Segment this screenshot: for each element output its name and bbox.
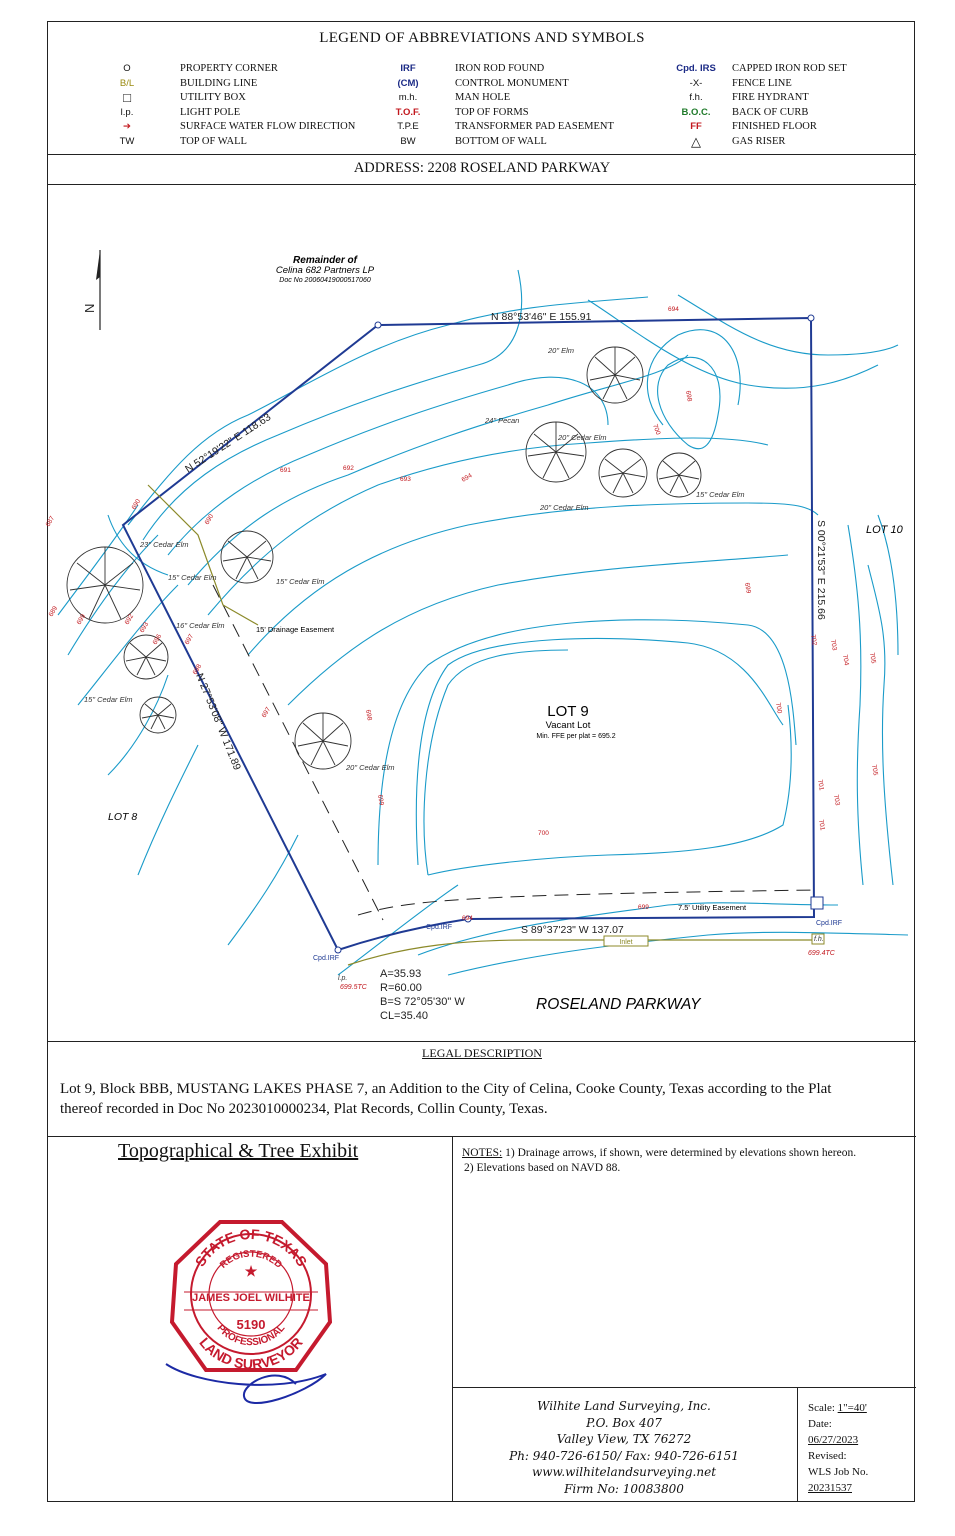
legend-col-2 — [388, 62, 648, 149]
remainder-owner: Celina 682 Partners LP — [275, 265, 375, 276]
tree-label: 20" Cedar Elm — [346, 763, 395, 772]
drawing-meta: Scale: 1"=40' Date: 06/27/2023 Revised: WLS Job No. 20231537 — [808, 1402, 869, 1494]
tree-label: 23" Cedar Elm — [140, 540, 189, 549]
svg-text:N: N — [82, 303, 97, 313]
curve-radius: R=60.00 — [380, 982, 422, 994]
legend-col-1 — [108, 62, 368, 149]
monument-label: Cpd.IRF — [816, 920, 843, 927]
elevation-label: 689 — [47, 605, 60, 618]
plat-drawing — [44, 185, 914, 1040]
lot-title: LOT 9 — [547, 703, 589, 720]
legend-item: IRF IRON ROD FOUND — [400, 63, 545, 74]
seal-bottom: LAND SURVEYOR — [196, 1334, 306, 1373]
elevation-label: 699 — [638, 904, 649, 911]
elevation-label: 698 — [684, 390, 693, 403]
monument-label: Cpd.IRF — [426, 924, 453, 931]
elevation-label: 697 — [260, 706, 273, 719]
legend-item: O PROPERTY CORNER — [123, 63, 278, 74]
tree-label: 20" Cedar Elm — [558, 433, 607, 442]
elevation-label: 693 — [138, 621, 151, 634]
legend-item: f.h. FIRE HYDRANT — [689, 92, 809, 103]
elevation-label: 694 — [462, 915, 473, 922]
tree-icon — [587, 347, 643, 403]
elevation-label: 703 — [832, 794, 841, 807]
light-pole-label: l.p. — [338, 975, 348, 982]
divider — [797, 1387, 798, 1501]
easement-lines — [213, 585, 818, 920]
tree-label: 16" Cedar Elm — [176, 621, 225, 630]
elevation-label: 698 — [364, 709, 373, 722]
tree-label: 15" Cedar Elm — [696, 490, 745, 499]
elevation-label: 699 — [376, 794, 385, 807]
divider — [48, 1136, 916, 1137]
legend-col-3 — [668, 62, 908, 149]
nw-bearing: N 52°19'22" E 118.63 — [183, 411, 274, 476]
legal-title: LEGAL DESCRIPTION — [422, 1046, 542, 1060]
divider — [452, 1387, 916, 1388]
tree-label: 15" Cedar Elm — [84, 695, 133, 704]
elevation-label: 705 — [870, 764, 879, 777]
legend-item: B.O.C. BACK OF CURB — [681, 106, 809, 118]
legend-item: △ GAS RISER — [668, 135, 908, 150]
legend-item: (CM) CONTROL MONUMENT — [397, 77, 569, 89]
legend-item: □ UTILITY BOX — [123, 90, 246, 105]
tree-label: 20" Elm — [548, 346, 575, 355]
elevation-label: 701 — [817, 819, 826, 832]
elevation-label: 704 — [841, 654, 850, 667]
lot-subtitle: Vacant Lot — [545, 720, 591, 731]
legend-title: LEGEND OF ABBREVIATIONS AND SYMBOLS — [319, 30, 645, 46]
monument-label: Cpd.IRF — [313, 955, 340, 962]
divider — [48, 154, 916, 155]
tree-icon — [599, 449, 647, 497]
seal-name: JAMES JOEL WILHITE — [192, 1292, 310, 1304]
west-bearing: N 27°53'08" W 171.89 — [193, 671, 244, 772]
tree-label: 15" Cedar Elm — [168, 573, 217, 582]
legend-item: B/L BUILDING LINE — [119, 77, 258, 89]
tree-icon — [124, 635, 168, 679]
legend-item: T.P.E TRANSFORMER PAD EASEMENT — [397, 121, 614, 132]
exhibit-title: Topographical & Tree Exhibit — [118, 1140, 359, 1162]
curve-bearing: B=S 72°05'30" W — [380, 996, 465, 1008]
curve-arc: A=35.93 — [380, 968, 422, 980]
elevation-label: 696 — [151, 633, 164, 646]
elevation-label: 703 — [829, 639, 838, 652]
tree-icon — [526, 422, 586, 482]
divider — [452, 1136, 453, 1501]
elevation-label: 699 — [75, 613, 88, 626]
legend-item: T.O.F. TOP OF FORMS — [395, 106, 529, 118]
curve-chord: CL=35.40 — [380, 1010, 429, 1022]
drainage-easement: 15' Drainage Easement — [256, 625, 335, 634]
legal-description: Lot 9, Block BBB, MUSTANG LAKES PHASE 7, an Addition to the City of Celina, Cooke County, Texas according to the Plat thereof recorded in Doc No 2023010000234, Plat Records, Collin County, Texas. — [60, 1081, 832, 1117]
legend-item: -X- FENCE LINE — [689, 77, 792, 89]
seal-state: STATE OF TEXAS — [191, 1225, 311, 1270]
elevation-label: 697 — [183, 633, 196, 646]
north-arrow-icon — [82, 250, 100, 330]
elevation-label: 687 — [44, 515, 57, 528]
elevation-label: 693 — [400, 476, 411, 483]
legend-item: m.h. MAN HOLE — [398, 92, 511, 103]
company-block: Wilhite Land Surveying, Inc. P.O. Box 407 Valley View, TX 76272 Ph: 940-726-6150/ Fax: 940-726-6151 www.wilhitelandsurveying.net Firm No: 10083800 — [509, 1399, 739, 1496]
star-icon: ★ — [244, 1263, 258, 1279]
lot-8-label: LOT 8 — [108, 811, 138, 823]
elevation-label: 694 — [668, 306, 679, 313]
elevation-label: 691 — [280, 467, 291, 474]
tree-icon — [295, 713, 351, 769]
gas-riser-icon: △ — [691, 133, 701, 149]
legend-item: BW BOTTOM OF WALL — [400, 135, 547, 147]
seal-number: 5190 — [236, 1317, 266, 1332]
remainder-label: Remainder of — [293, 255, 357, 266]
tree-label: 15" Cedar Elm — [276, 577, 325, 586]
elevation-label: 700 — [774, 702, 783, 715]
lot-10-label: LOT 10 — [866, 524, 903, 536]
street-name: ROSELAND PARKWAY — [536, 996, 701, 1013]
tree-icon — [140, 697, 176, 733]
utility-easement: 7.5' Utility Easement — [678, 903, 747, 912]
remainder-doc: Doc No 20060419000517060 — [279, 277, 371, 284]
elevation-label: 701 — [816, 779, 825, 792]
tree-icon — [657, 453, 701, 497]
tree-icon — [67, 547, 143, 623]
surveyor-seal — [156, 1214, 346, 1414]
elevation-label: 690 — [130, 498, 143, 511]
elevation-label: 700 — [651, 423, 662, 436]
elevation-label: 699.4TC — [808, 950, 835, 957]
elevation-label: 699 — [743, 582, 752, 595]
legend-item: Cpd. IRS CAPPED IRON ROD SET — [676, 63, 847, 74]
legend-item: ➔ SURFACE WATER FLOW DIRECTION — [108, 120, 368, 135]
lot-ffe: Min. FFE per plat = 695.2 — [536, 733, 616, 740]
hydrant-label: f.h. — [814, 936, 824, 943]
elevation-label: 692 — [123, 613, 136, 626]
seal-registered: REGISTERED — [217, 1248, 285, 1271]
tree-label: 24" Pecan — [485, 416, 520, 425]
elevation-label: 702 — [809, 634, 818, 647]
south-bearing: S 89°37'23" W 137.07 — [521, 924, 624, 936]
tree-label: 20" Cedar Elm — [540, 503, 589, 512]
flow-arrow-icon: ➔ — [123, 121, 131, 132]
seal-professional: PROFESSIONAL — [214, 1322, 288, 1349]
elevation-label: 690 — [203, 513, 216, 526]
elevation-label: 694 — [460, 472, 474, 484]
curve-data — [380, 968, 465, 1022]
legend-item: TW TOP OF WALL — [119, 135, 247, 147]
east-bearing: S 00°21'53" E 215.66 — [815, 520, 827, 620]
elevation-label: 705 — [868, 652, 877, 665]
notes: NOTES: 1) Drainage arrows, if shown, were determined by elevations shown hereon. 2) Elevations based on NAVD 88. — [462, 1147, 857, 1174]
elevation-label: 692 — [343, 465, 354, 472]
divider — [48, 1041, 916, 1042]
elevation-label: 699.5TC — [340, 984, 367, 991]
north-bearing: N 88°53'46" E 155.91 — [491, 311, 592, 323]
tree-labels — [84, 346, 745, 772]
inlet-label: Inlet — [619, 939, 633, 946]
tree-icon — [221, 531, 273, 583]
legend-item: FF FINISHED FLOOR — [690, 121, 817, 132]
lot-boundary — [123, 318, 814, 950]
legend-item: l.p. LIGHT POLE — [120, 106, 241, 118]
elevation-label: 698 — [191, 663, 204, 676]
address: ADDRESS: 2208 ROSELAND PARKWAY — [353, 160, 611, 176]
elevation-label: 700 — [538, 830, 549, 837]
survey-sheet — [44, 21, 915, 1502]
